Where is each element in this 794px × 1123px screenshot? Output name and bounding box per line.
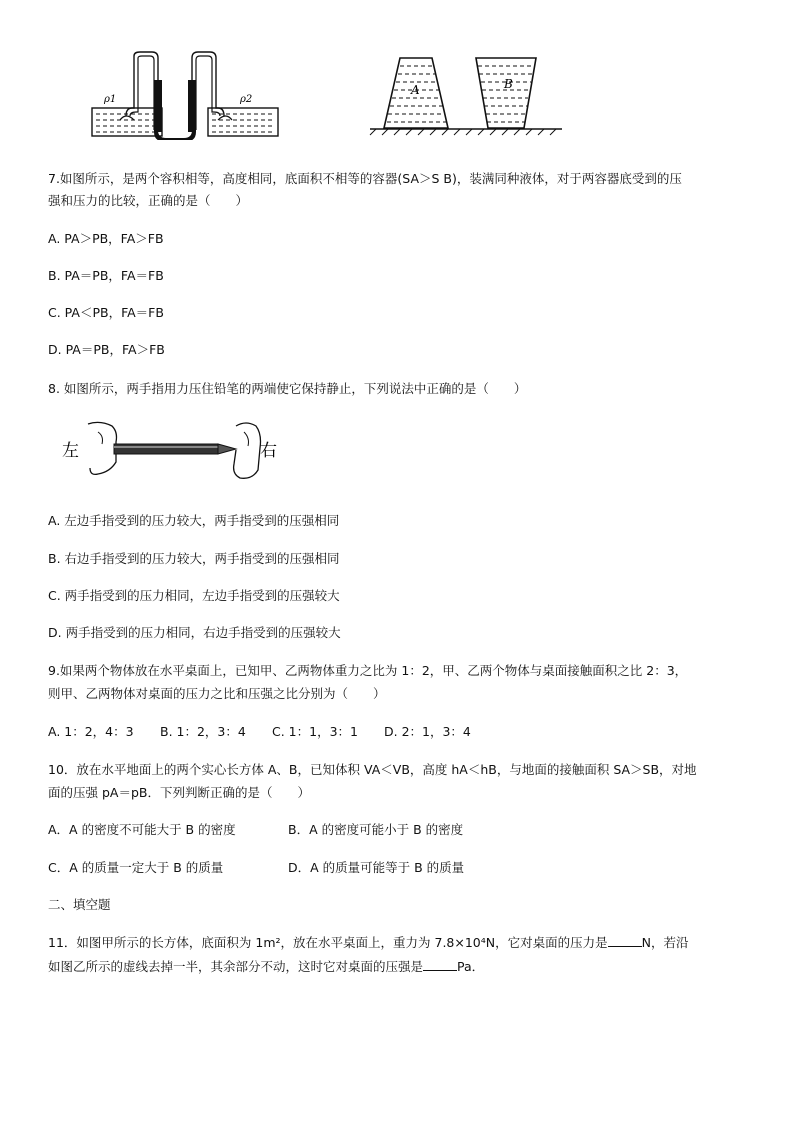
q9-options xyxy=(48,723,471,741)
q10-options-row2 xyxy=(48,859,464,877)
q11-line1-text: 11．如图甲所示的长方体，底面积为 1m²，放在水平桌面上，重力为 7.8×10⁴N，它对桌面的压力是 xyxy=(48,935,608,950)
q9-option-d: D. 2：1，3：4 xyxy=(384,724,471,739)
container-b xyxy=(476,58,536,128)
rho2-label: ρ2 xyxy=(240,94,253,105)
right-finger xyxy=(234,423,261,478)
q9-option-b: B. 1：2，3：4 xyxy=(160,724,246,739)
container-a-label: A xyxy=(411,83,420,97)
q8-option-b: B. 右边手指受到的压力较大，两手指受到的压强相同 xyxy=(48,551,340,566)
q7-stem-line2: 强和压力的比较，正确的是（ ） xyxy=(48,193,249,208)
q7-option-b: B. PA＝PB，FA＝FB xyxy=(48,268,164,283)
q10-option-d: D．A 的质量可能等于 B 的质量 xyxy=(288,860,465,875)
section-title-fill-blank: 二、填空题 xyxy=(48,897,111,912)
q7-option-c: C. PA＜PB，FA＝FB xyxy=(48,305,164,320)
q9-stem-line2: 则甲、乙两物体对桌面的压力之比和压强之比分别为（ ） xyxy=(48,686,386,701)
q11-line2-tail: Pa． xyxy=(457,959,485,974)
q10-stem-line2: 面的压强 pA＝pB．下列判断正确的是（ ） xyxy=(48,785,310,800)
left-tube xyxy=(126,52,158,130)
q11-line2-text: 如图乙所示的虚线去掉一半，其余部分不动，这时它对桌面的压强是 xyxy=(48,959,424,974)
containers-figure xyxy=(366,52,566,136)
pencil-figure xyxy=(60,418,280,488)
q11-blank-pressure[interactable] xyxy=(423,958,457,971)
u-tube-figure xyxy=(86,50,284,140)
q9-option-c: C. 1：1，3：1 xyxy=(272,724,358,739)
q11-line1 xyxy=(48,934,688,952)
q10-option-a: A．A 的密度不可能大于 B 的密度 xyxy=(48,822,236,837)
q9-stem-line1: 9.如果两个物体放在水平桌面上，已知甲、乙两物体重力之比为 1：2，甲、乙两个物体与桌面接触面积之比 2：3， xyxy=(48,663,688,678)
q11-blank-force[interactable] xyxy=(608,934,642,947)
pencil-body xyxy=(114,444,218,454)
left-finger xyxy=(88,422,117,474)
q7-stem-line1: 7.如图所示，是两个容积相等，高度相同，底面积不相等的容器(SA＞S B)，装满同种液体，对于两容器底受到的压 xyxy=(48,171,682,186)
rho1-label: ρ1 xyxy=(104,94,117,105)
q9-option-a: A. 1：2，4：3 xyxy=(48,724,134,739)
q11-line1-tail: N，若沿 xyxy=(641,935,689,950)
q7-option-d: D. PA＝PB，FA＞FB xyxy=(48,342,165,357)
q10-option-c: C．A 的质量一定大于 B 的质量 xyxy=(48,860,224,875)
q10-stem-line1: 10．放在水平地面上的两个实心长方体 A、B，已知体积 VA＜VB，高度 hA＜hB，与地面的接触面积 SA＞SB，对地 xyxy=(48,762,697,777)
q11-line2 xyxy=(48,958,484,976)
q8-option-d: D. 两手指受到的压力相同，右边手指受到的压强较大 xyxy=(48,625,341,640)
q8-option-a: A. 左边手指受到的压力较大，两手指受到的压强相同 xyxy=(48,513,340,528)
right-hand-label: 右 xyxy=(260,441,277,461)
left-hand-label: 左 xyxy=(62,441,79,461)
q8-stem: 8. 如图所示，两手指用力压住铅笔的两端使它保持静止，下列说法中正确的是（ ） xyxy=(48,381,527,396)
pencil-tip xyxy=(218,444,236,454)
q8-option-c: C. 两手指受到的压力相同，左边手指受到的压强较大 xyxy=(48,588,340,603)
q10-options-row1 xyxy=(48,821,463,839)
container-b-label: B xyxy=(504,77,513,91)
q10-option-b: B．A 的密度可能小于 B 的密度 xyxy=(288,822,464,837)
q7-option-a: A. PA＞PB，FA＞FB xyxy=(48,231,164,246)
